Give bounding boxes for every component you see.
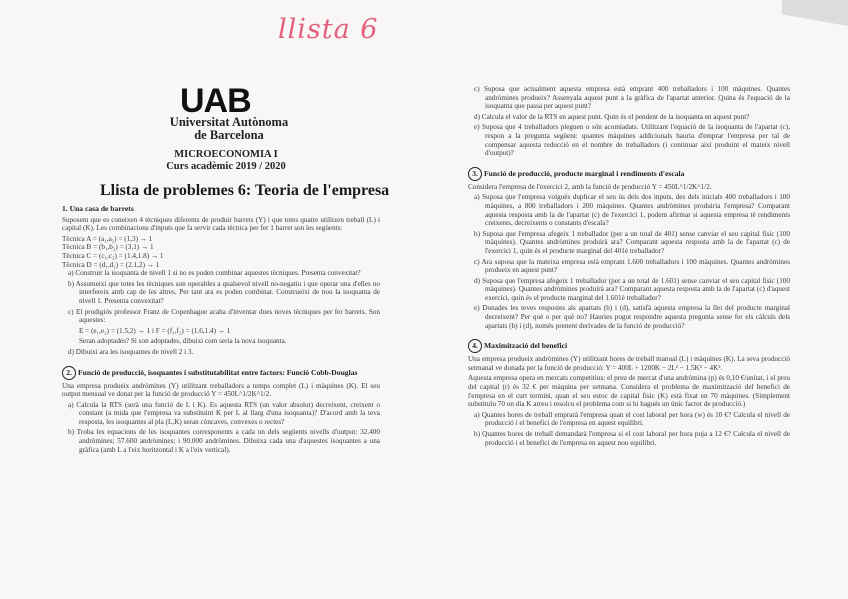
section-3-intro: Considera l'empresa de l'exercici 2, amb la funció de producció Y = 450L^1/2K^1/2. <box>468 182 712 191</box>
section-2-title-text: Funció de producció, isoquantes i substitutabilitat entre factors: Funció Cobb-Douglas <box>78 367 358 377</box>
question-2b: b) Troba les equacions de les isoquantes corresponents a cada un dels següents nivells d'output: 32.400 andròmines; 57.600 andròmines; i 90.000 andròmines. Dibuixa cada una d'aquestes isoquantes a una gràfica (amb L a l'eix horitzontal i K a l'eix vertical). <box>68 428 380 454</box>
question-3c: c) Ara suposa que la mateixa empresa està emprant 1.600 treballadors i 100 màquines. Quantes andròmines produeix en aquest punt? <box>474 257 790 275</box>
section-4-title <box>468 339 790 353</box>
section-3-circled-number: 3. <box>468 167 482 181</box>
technique-a: Tècnica A = (a₁,a₂) = (1,3) → 1 <box>62 234 153 243</box>
section-3-title-text: Funció de producció, producte marginal i rendiments d'escala <box>484 168 685 178</box>
question-3b: b) Suposa que l'empresa afegeix 1 treballador (per a un total de 401) sense canviar el seu capital físic (100 màquines). Quantes andròmines produirà ara? Comparant aquesta resposta amb la de l'apartat (c) de l'exercici 1, quin és el producte marginal del 401è treballador? <box>474 229 790 255</box>
question-4a: a) Quantes hores de treball emprarà l'empresa quan el cost laboral per hora (w) és 10 €? Calcula el nivell de producció i el benefici de l'empresa en aquest equilibri. <box>474 410 790 428</box>
question-1c-techniques: E = (e₁,e₂) = (1.5,2) → 1 i F = (f₁,f₂) = (1.6,1.4) → 1 <box>79 326 231 335</box>
question-2c: c) Suposa que actualment aquesta empresa està emprant 400 treballadors i 100 màquines. Quantes andròmines produeix? Assenyala aquest punt a la gràfica de l'apartat anterior. Quina és l'equació de la isoquanta que passa per aquest punt? <box>474 85 790 111</box>
technique-c: Tècnica C = (c₁,c₂) = (1.4,1.8) → 1 <box>62 251 164 260</box>
question-2d: d) Calcula el valor de la RTS en aquest punt. Quin és el pendent de la isoquanta en aquest punt? <box>474 112 750 121</box>
question-1c-followup: Seran adoptades? Si son adoptades, dibuixi com seria la nova isoquanta. <box>79 337 287 346</box>
section-3-title <box>468 167 790 181</box>
technique-d: Tècnica D = (d₁,d₂) = (2.1,2) → 1 <box>62 260 160 269</box>
question-2a: a) Calcula la RTS (serà una funció de L i K). Es aquesta RTS (un valor absolut) decreixent, creixent o constant (a mida que l'empresa va substituint K per L al llarg d'una isoquanta)? D'acord amb la teva resposta, les isoquantes al pla (L,K) seran còncaves, convexes o rectes? <box>68 400 380 426</box>
section-4-intro: Una empresa produeix andròmines (Y) utilitzant hores de treball manual (L) i màquines (K). La seva producció setmanal ve donada per la funció de producció: Y = 400L + 1200K − 2L² − 1.5K² − 4K². <box>468 355 790 372</box>
left-column <box>62 203 380 456</box>
uab-logo: UAB <box>180 82 251 120</box>
question-2e: e) Suposa que 4 treballadors pleguen o són acomiadats. Utilitzant l'equació de la isoquanta de l'apartat (c), respon a la pregunta següent: quantes màquines addicionals hauria d'emprar l'empresa per tal de compensar aquesta reducció en el nombre de treballadors (i continuar així produint el mateix nivell d'output)? <box>474 123 790 158</box>
academic-year: Curs acadèmic 2019 / 2020 <box>166 161 286 172</box>
section-2-circled-number: 2. <box>62 366 76 380</box>
course-info <box>164 149 288 173</box>
course-name: MICROECONOMIA I <box>174 149 278 160</box>
question-1b: b) Assumeixi que totes les tècniques son operables a qualsevol nivell no-negatiu i que operar una d'elles no interfereix amb cap de les altres. Per tant ara es poden combinar. Construeixi de nou la isoquanta de nivell 1. Presenta convexitat? <box>68 279 380 305</box>
question-3d: d) Suposa que l'empresa afegeix 1 treballador (per a un total de 1.601) sense canviar el seu capital físic (100 màquines). Quantes andròmines produirà ara? Comparant aquesta resposta amb la de l'apartat (c) d'aquest exercici, quin és el producte marginal del 1.601è treballador? <box>474 276 790 302</box>
question-1c: c) El prodigiós professor Franz de Copenhague acaba d'inventar dues noves tècniques per fer barrets. Son aquestes: <box>68 307 380 325</box>
question-3a: a) Suposa que l'empresa volgués duplicar el seu ús dels dos inputs, des dels inicials 400 treballadors i 100 màquines, a 800 treballadors i 200 màquines. Quantes andròmines produiria l'empresa? Comparant aquesta resposta amb la de l'apartat (c) de l'exercici 1, podem afirmar si aquesta empresa té rendiments creixents, decreixents o constants d'escala? <box>474 193 790 228</box>
section-4-circled-number: 4. <box>468 339 482 353</box>
question-1d: d) Dibuixi ara les isoquantes de nivell 2 i 3. <box>68 347 194 356</box>
handwritten-title: llista 6 <box>278 14 379 45</box>
section-1-intro: Suposem que es coneixen 4 tècniques diferents de produir barrets (Y) i que totes quatre utilitzen treball (L) i capital (K). Les combinacions d'inputs que fa servir cada tècnica per fer 1 barret son les següents: <box>62 215 380 233</box>
section-4-title-text: Maximització del benefici <box>484 341 568 351</box>
section-4-intro-2: Aquesta empresa opera en mercats competitius: el preu de mercat d'una andròmina (p) és 0,10 €/unitat, i el preu del capital (r) és 32 € per màquina per setmana. Considera el problema de maximització del benefici de l'empresa en el curt termini, quan el seu estoc de capital físic (K) està fixat en 70 màquines. (Simplement substituïu 70 on dia K arreu i resolcu el problema com si hi hagués un únic factor de producció.) <box>468 374 790 409</box>
question-1a: a) Construir la isoquanta de nivell 1 si no es poden combinar aquestes tècniques. Presenta convexitat? <box>68 269 361 278</box>
section-1-title: 1. Una casa de barrets <box>62 204 134 213</box>
right-column <box>468 85 790 449</box>
university-name: Universitat Autònoma de Barcelona <box>169 115 289 142</box>
section-2-title <box>62 366 380 380</box>
section-2-intro: Una empresa produeix andròmines (Y) utilitzant treballadors a temps complet (L) i màquines (K). El seu output mensual ve donat per la funció de producció Y = 450L^1/2K^1/2. <box>62 381 380 399</box>
technique-b: Tècnica B = (b₁,b₂) = (3,1) → 1 <box>62 243 154 252</box>
question-4b: b) Quantes hores de treball demandarà l'empresa si el cost laboral per hora puja a 12 €? Calcula el nivell de producció i el benefici de l'empresa en aquest nou equilibri. <box>474 430 790 447</box>
page-corner <box>782 0 848 26</box>
document-title: Llista de problemes 6: Teoria de l'empresa <box>100 182 390 199</box>
question-3e: e) Donades les teves respostes als apartats (b) i (d), satisfà aquesta empresa la llei del producte marginal decreixent? Per què o per què no? Hauries pogut respondre aquesta pregunta sense fer els càlculs dels apartats (b) i (d), només prenent derivades de la funció de producció? <box>474 304 790 330</box>
